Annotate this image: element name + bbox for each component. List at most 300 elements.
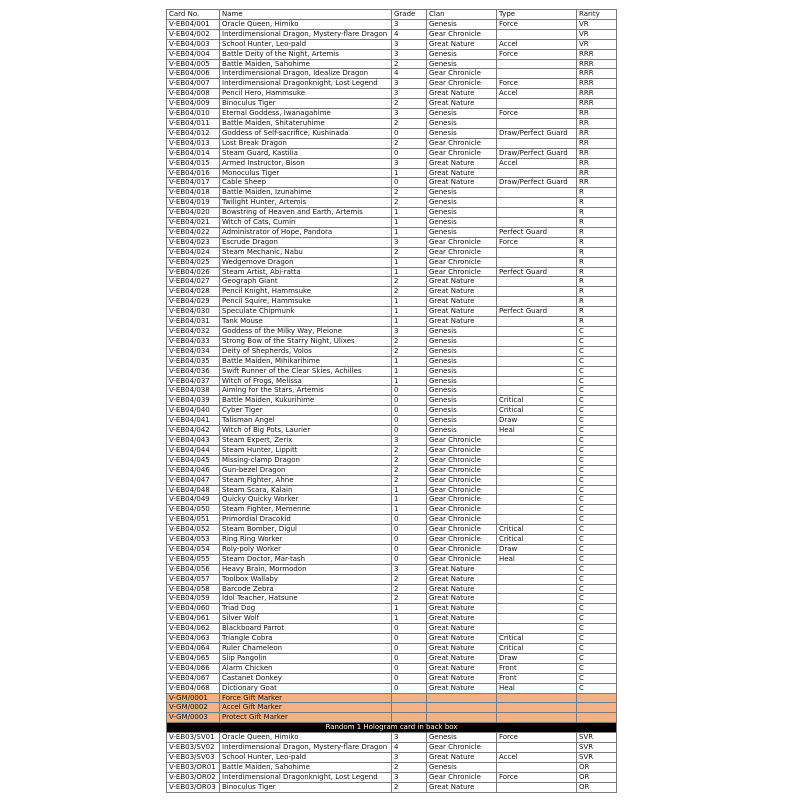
- card-no-cell: V-EB04/066: [167, 663, 220, 673]
- card-no-cell: V-EB04/003: [167, 39, 220, 49]
- type-cell: [497, 624, 577, 634]
- grade-cell: 1: [392, 485, 427, 495]
- card-no-cell: V-EB04/038: [167, 386, 220, 396]
- rarity-cell: C: [577, 336, 617, 346]
- type-cell: Critical: [497, 644, 577, 654]
- rarity-cell: C: [577, 604, 617, 614]
- grade-cell: 2: [392, 594, 427, 604]
- type-cell: [497, 604, 577, 614]
- rarity-cell: R: [577, 267, 617, 277]
- table-row: [167, 634, 617, 644]
- name-cell: Goddess of Self-sacrifice, Kushinada: [220, 128, 392, 138]
- rarity-cell: C: [577, 445, 617, 455]
- type-cell: [497, 703, 577, 713]
- name-cell: Steam Fighter, Ahne: [220, 475, 392, 485]
- name-cell: Battle Maiden, Kukurihime: [220, 396, 392, 406]
- clan-cell: [427, 703, 497, 713]
- grade-cell: 3: [392, 39, 427, 49]
- clan-cell: Genesis: [427, 218, 497, 228]
- clan-cell: Great Nature: [427, 634, 497, 644]
- rarity-cell: SVR: [577, 733, 617, 743]
- table-row: [167, 624, 617, 634]
- clan-cell: Gear Chronicle: [427, 525, 497, 535]
- card-no-cell: V-EB04/054: [167, 544, 220, 554]
- grade-cell: 0: [392, 683, 427, 693]
- clan-cell: Gear Chronicle: [427, 257, 497, 267]
- rarity-cell: C: [577, 465, 617, 475]
- card-no-cell: V-EB04/031: [167, 317, 220, 327]
- type-cell: [497, 693, 577, 703]
- name-cell: Steam Bomber, Digul: [220, 525, 392, 535]
- type-cell: [497, 584, 577, 594]
- clan-cell: Genesis: [427, 59, 497, 69]
- card-no-cell: V-EB04/002: [167, 29, 220, 39]
- grade-cell: 3: [392, 109, 427, 119]
- rarity-cell: VR: [577, 19, 617, 29]
- type-cell: [497, 69, 577, 79]
- type-cell: Force: [497, 19, 577, 29]
- table-row: [167, 247, 617, 257]
- type-cell: [497, 257, 577, 267]
- clan-cell: Genesis: [427, 336, 497, 346]
- table-row: [167, 208, 617, 218]
- grade-cell: 1: [392, 614, 427, 624]
- clan-cell: Great Nature: [427, 178, 497, 188]
- card-no-cell: V-EB04/021: [167, 218, 220, 228]
- rarity-cell: RR: [577, 128, 617, 138]
- type-cell: [497, 564, 577, 574]
- table-row: [167, 307, 617, 317]
- clan-cell: Gear Chronicle: [427, 554, 497, 564]
- name-cell: Swift Runner of the Clear Skies, Achilles: [220, 366, 392, 376]
- card-no-cell: V-EB04/026: [167, 267, 220, 277]
- clan-cell: Gear Chronicle: [427, 445, 497, 455]
- hologram-row: [167, 772, 617, 782]
- clan-cell: Genesis: [427, 19, 497, 29]
- name-cell: Steam Fighter, Memenne: [220, 505, 392, 515]
- table-row: [167, 644, 617, 654]
- clan-cell: Gear Chronicle: [427, 475, 497, 485]
- type-cell: [497, 118, 577, 128]
- table-row: [167, 683, 617, 693]
- grade-cell: 0: [392, 673, 427, 683]
- table-row: [167, 59, 617, 69]
- table-row: [167, 366, 617, 376]
- name-cell: Armed Instructor, Bison: [220, 158, 392, 168]
- table-row: [167, 128, 617, 138]
- table-row: [167, 386, 617, 396]
- clan-cell: Great Nature: [427, 39, 497, 49]
- grade-cell: 2: [392, 118, 427, 128]
- clan-cell: Genesis: [427, 227, 497, 237]
- type-cell: Accel: [497, 752, 577, 762]
- clan-cell: Gear Chronicle: [427, 515, 497, 525]
- clan-cell: Genesis: [427, 406, 497, 416]
- type-cell: [497, 317, 577, 327]
- type-cell: [497, 247, 577, 257]
- clan-cell: Gear Chronicle: [427, 29, 497, 39]
- type-cell: [497, 297, 577, 307]
- rarity-cell: C: [577, 525, 617, 535]
- grade-cell: 2: [392, 287, 427, 297]
- name-cell: Oracle Queen, Himiko: [220, 733, 392, 743]
- table-row: [167, 227, 617, 237]
- table-row: [167, 267, 617, 277]
- clan-cell: Great Nature: [427, 604, 497, 614]
- type-cell: [497, 29, 577, 39]
- rarity-cell: C: [577, 624, 617, 634]
- rarity-cell: RR: [577, 168, 617, 178]
- name-cell: Primordial Dracokid: [220, 515, 392, 525]
- clan-cell: Great Nature: [427, 644, 497, 654]
- grade-cell: 2: [392, 445, 427, 455]
- table-row: [167, 554, 617, 564]
- grade-cell: 3: [392, 49, 427, 59]
- card-no-cell: V-EB03/OR03: [167, 782, 220, 792]
- clan-cell: Great Nature: [427, 307, 497, 317]
- type-cell: Force: [497, 79, 577, 89]
- type-cell: Draw: [497, 653, 577, 663]
- clan-cell: Gear Chronicle: [427, 247, 497, 257]
- table-row: [167, 69, 617, 79]
- table-row: [167, 109, 617, 119]
- header-row: [167, 10, 617, 20]
- header-clan: Clan: [427, 10, 497, 20]
- card-no-cell: V-EB04/061: [167, 614, 220, 624]
- card-no-cell: V-EB04/039: [167, 396, 220, 406]
- clan-cell: Genesis: [427, 198, 497, 208]
- rarity-cell: R: [577, 208, 617, 218]
- name-cell: Interdimensional Dragon, Idealize Dragon: [220, 69, 392, 79]
- name-cell: Geograph Giant: [220, 277, 392, 287]
- table-row: [167, 138, 617, 148]
- clan-cell: Gear Chronicle: [427, 69, 497, 79]
- grade-cell: 2: [392, 455, 427, 465]
- card-no-cell: V-EB04/008: [167, 89, 220, 99]
- rarity-cell: R: [577, 247, 617, 257]
- rarity-cell: RR: [577, 138, 617, 148]
- card-no-cell: V-EB04/010: [167, 109, 220, 119]
- clan-cell: Genesis: [427, 426, 497, 436]
- clan-cell: Gear Chronicle: [427, 79, 497, 89]
- hologram-banner: Random 1 Hologram card in back box: [167, 723, 617, 733]
- grade-cell: 1: [392, 227, 427, 237]
- table-row: [167, 475, 617, 485]
- header-name: Name: [220, 10, 392, 20]
- clan-cell: Gear Chronicle: [427, 455, 497, 465]
- rarity-cell: R: [577, 307, 617, 317]
- clan-cell: Genesis: [427, 346, 497, 356]
- clan-cell: Genesis: [427, 366, 497, 376]
- card-no-cell: V-EB04/027: [167, 277, 220, 287]
- rarity-cell: RRR: [577, 79, 617, 89]
- type-cell: [497, 713, 577, 723]
- clan-cell: Genesis: [427, 49, 497, 59]
- table-row: [167, 376, 617, 386]
- grade-cell: 1: [392, 356, 427, 366]
- type-cell: [497, 327, 577, 337]
- card-no-cell: V-EB04/032: [167, 327, 220, 337]
- table-row: [167, 287, 617, 297]
- type-cell: [497, 99, 577, 109]
- name-cell: Escrude Dragon: [220, 237, 392, 247]
- grade-cell: 2: [392, 336, 427, 346]
- card-no-cell: V-EB04/057: [167, 574, 220, 584]
- table-row: [167, 426, 617, 436]
- type-cell: [497, 505, 577, 515]
- name-cell: Barcode Zebra: [220, 584, 392, 594]
- name-cell: Steam Artist, Abi-ratta: [220, 267, 392, 277]
- grade-cell: 4: [392, 743, 427, 753]
- rarity-cell: RRR: [577, 89, 617, 99]
- grade-cell: 0: [392, 624, 427, 634]
- grade-cell: 1: [392, 495, 427, 505]
- card-no-cell: V-EB04/028: [167, 287, 220, 297]
- table-row: [167, 604, 617, 614]
- rarity-cell: OR: [577, 772, 617, 782]
- table-row: [167, 574, 617, 584]
- rarity-cell: R: [577, 218, 617, 228]
- type-cell: [497, 208, 577, 218]
- name-cell: Interdimensional Dragonknight, Lost Legend: [220, 772, 392, 782]
- type-cell: [497, 515, 577, 525]
- clan-cell: Great Nature: [427, 564, 497, 574]
- rarity-cell: C: [577, 485, 617, 495]
- clan-cell: Genesis: [427, 396, 497, 406]
- name-cell: Witch of Frogs, Melissa: [220, 376, 392, 386]
- grade-cell: 1: [392, 604, 427, 614]
- name-cell: Battle Maiden, Sahohime: [220, 762, 392, 772]
- clan-cell: [427, 713, 497, 723]
- card-no-cell: V-EB04/012: [167, 128, 220, 138]
- type-cell: Accel: [497, 158, 577, 168]
- name-cell: Ruler Chameleon: [220, 644, 392, 654]
- clan-cell: Gear Chronicle: [427, 535, 497, 545]
- name-cell: Cyber Tiger: [220, 406, 392, 416]
- name-cell: Battle Maiden, Shitateruhime: [220, 118, 392, 128]
- name-cell: Interdimensional Dragon, Mystery-flare Dragon: [220, 743, 392, 753]
- rarity-cell: RR: [577, 118, 617, 128]
- name-cell: Aiming for the Stars, Artemis: [220, 386, 392, 396]
- gift-marker-row: [167, 693, 617, 703]
- grade-cell: 0: [392, 644, 427, 654]
- card-no-cell: V-EB04/045: [167, 455, 220, 465]
- name-cell: Cable Sheep: [220, 178, 392, 188]
- name-cell: Roly-poly Worker: [220, 544, 392, 554]
- card-no-cell: V-EB04/015: [167, 158, 220, 168]
- clan-cell: Great Nature: [427, 614, 497, 624]
- clan-cell: Genesis: [427, 128, 497, 138]
- type-cell: [497, 366, 577, 376]
- type-cell: Force: [497, 772, 577, 782]
- name-cell: School Hunter, Leo-pald: [220, 39, 392, 49]
- clan-cell: Gear Chronicle: [427, 772, 497, 782]
- clan-cell: Genesis: [427, 416, 497, 426]
- rarity-cell: C: [577, 653, 617, 663]
- grade-cell: 1: [392, 376, 427, 386]
- name-cell: Castanet Donkey: [220, 673, 392, 683]
- card-no-cell: V-EB03/SV01: [167, 733, 220, 743]
- grade-cell: 0: [392, 634, 427, 644]
- rarity-cell: C: [577, 376, 617, 386]
- hologram-row: [167, 743, 617, 753]
- card-no-cell: V-EB03/SV03: [167, 752, 220, 762]
- clan-cell: Great Nature: [427, 653, 497, 663]
- type-cell: Draw: [497, 544, 577, 554]
- type-cell: [497, 336, 577, 346]
- card-no-cell: V-EB04/037: [167, 376, 220, 386]
- table-row: [167, 505, 617, 515]
- clan-cell: Gear Chronicle: [427, 743, 497, 753]
- card-no-cell: V-EB04/041: [167, 416, 220, 426]
- card-no-cell: V-EB04/058: [167, 584, 220, 594]
- card-no-cell: V-EB04/004: [167, 49, 220, 59]
- type-cell: Perfect Guard: [497, 267, 577, 277]
- table-row: [167, 584, 617, 594]
- name-cell: Pencil Hero, Hammsuke: [220, 89, 392, 99]
- name-cell: Slip Pangolin: [220, 653, 392, 663]
- table-row: [167, 515, 617, 525]
- table-row: [167, 79, 617, 89]
- type-cell: [497, 475, 577, 485]
- type-cell: [497, 356, 577, 366]
- rarity-cell: C: [577, 396, 617, 406]
- clan-cell: Genesis: [427, 118, 497, 128]
- name-cell: Binoculus Tiger: [220, 782, 392, 792]
- table-row: [167, 614, 617, 624]
- name-cell: Blackboard Parrot: [220, 624, 392, 634]
- card-no-cell: V-EB04/050: [167, 505, 220, 515]
- rarity-cell: C: [577, 574, 617, 584]
- rarity-cell: C: [577, 356, 617, 366]
- name-cell: Triad Dog: [220, 604, 392, 614]
- rarity-cell: VR: [577, 29, 617, 39]
- header-card-no: Card No.: [167, 10, 220, 20]
- grade-cell: 1: [392, 168, 427, 178]
- grade-cell: 3: [392, 435, 427, 445]
- hologram-banner-row: [167, 723, 617, 733]
- grade-cell: 0: [392, 535, 427, 545]
- clan-cell: Great Nature: [427, 782, 497, 792]
- card-no-cell: V-EB04/064: [167, 644, 220, 654]
- grade-cell: 1: [392, 208, 427, 218]
- clan-cell: Gear Chronicle: [427, 148, 497, 158]
- name-cell: Steam Mechanic, Nabu: [220, 247, 392, 257]
- rarity-cell: C: [577, 505, 617, 515]
- gift-marker-row: [167, 713, 617, 723]
- type-cell: [497, 445, 577, 455]
- grade-cell: 0: [392, 515, 427, 525]
- rarity-cell: [577, 713, 617, 723]
- rarity-cell: C: [577, 683, 617, 693]
- grade-cell: 0: [392, 148, 427, 158]
- card-no-cell: V-EB04/017: [167, 178, 220, 188]
- hologram-row: [167, 782, 617, 792]
- card-no-cell: V-EB04/025: [167, 257, 220, 267]
- card-no-cell: V-GM/0003: [167, 713, 220, 723]
- grade-cell: 3: [392, 327, 427, 337]
- type-cell: [497, 188, 577, 198]
- type-cell: [497, 376, 577, 386]
- table-row: [167, 118, 617, 128]
- card-no-cell: V-EB04/013: [167, 138, 220, 148]
- type-cell: [497, 168, 577, 178]
- card-no-cell: V-EB04/040: [167, 406, 220, 416]
- card-list-table: [166, 9, 617, 793]
- table-row: [167, 29, 617, 39]
- name-cell: Protect Gift Marker: [220, 713, 392, 723]
- table-row: [167, 39, 617, 49]
- type-cell: [497, 455, 577, 465]
- clan-cell: Great Nature: [427, 99, 497, 109]
- header-type: Type: [497, 10, 577, 20]
- card-no-cell: V-EB04/048: [167, 485, 220, 495]
- grade-cell: 2: [392, 346, 427, 356]
- type-cell: Draw/Perfect Guard: [497, 178, 577, 188]
- clan-cell: Great Nature: [427, 584, 497, 594]
- clan-cell: Great Nature: [427, 297, 497, 307]
- type-cell: [497, 594, 577, 604]
- rarity-cell: C: [577, 594, 617, 604]
- type-cell: [497, 277, 577, 287]
- clan-cell: Genesis: [427, 762, 497, 772]
- grade-cell: 3: [392, 89, 427, 99]
- clan-cell: Genesis: [427, 376, 497, 386]
- name-cell: Witch of Big Pots, Laurier: [220, 426, 392, 436]
- card-no-cell: V-GM/0002: [167, 703, 220, 713]
- grade-cell: 3: [392, 772, 427, 782]
- card-no-cell: V-EB04/024: [167, 247, 220, 257]
- type-cell: [497, 743, 577, 753]
- rarity-cell: [577, 703, 617, 713]
- grade-cell: 2: [392, 138, 427, 148]
- table-row: [167, 535, 617, 545]
- grade-cell: 0: [392, 416, 427, 426]
- rarity-cell: C: [577, 564, 617, 574]
- rarity-cell: R: [577, 297, 617, 307]
- type-cell: Force: [497, 733, 577, 743]
- clan-cell: Genesis: [427, 733, 497, 743]
- type-cell: [497, 465, 577, 475]
- name-cell: Talisman Angel: [220, 416, 392, 426]
- clan-cell: Gear Chronicle: [427, 495, 497, 505]
- name-cell: Strong Bow of the Starry Night, Ulixes: [220, 336, 392, 346]
- type-cell: Critical: [497, 535, 577, 545]
- type-cell: Draw/Perfect Guard: [497, 128, 577, 138]
- card-no-cell: V-EB04/068: [167, 683, 220, 693]
- name-cell: Pencil Squire, Hammsuke: [220, 297, 392, 307]
- table-row: [167, 327, 617, 337]
- name-cell: Interdimensional Dragonknight, Lost Legend: [220, 79, 392, 89]
- table-row: [167, 663, 617, 673]
- name-cell: Heavy Brain, Mormodon: [220, 564, 392, 574]
- grade-cell: 2: [392, 198, 427, 208]
- type-cell: Heal: [497, 683, 577, 693]
- name-cell: Alarm Chicken: [220, 663, 392, 673]
- table-row: [167, 445, 617, 455]
- rarity-cell: C: [577, 435, 617, 445]
- clan-cell: Great Nature: [427, 89, 497, 99]
- name-cell: Deity of Shepherds, Volos: [220, 346, 392, 356]
- name-cell: Steam Doctor, Mar-tash: [220, 554, 392, 564]
- grade-cell: 2: [392, 574, 427, 584]
- grade-cell: 3: [392, 752, 427, 762]
- card-no-cell: V-EB04/060: [167, 604, 220, 614]
- table-row: [167, 99, 617, 109]
- card-no-cell: V-EB04/022: [167, 227, 220, 237]
- grade-cell: [392, 693, 427, 703]
- card-no-cell: V-EB04/023: [167, 237, 220, 247]
